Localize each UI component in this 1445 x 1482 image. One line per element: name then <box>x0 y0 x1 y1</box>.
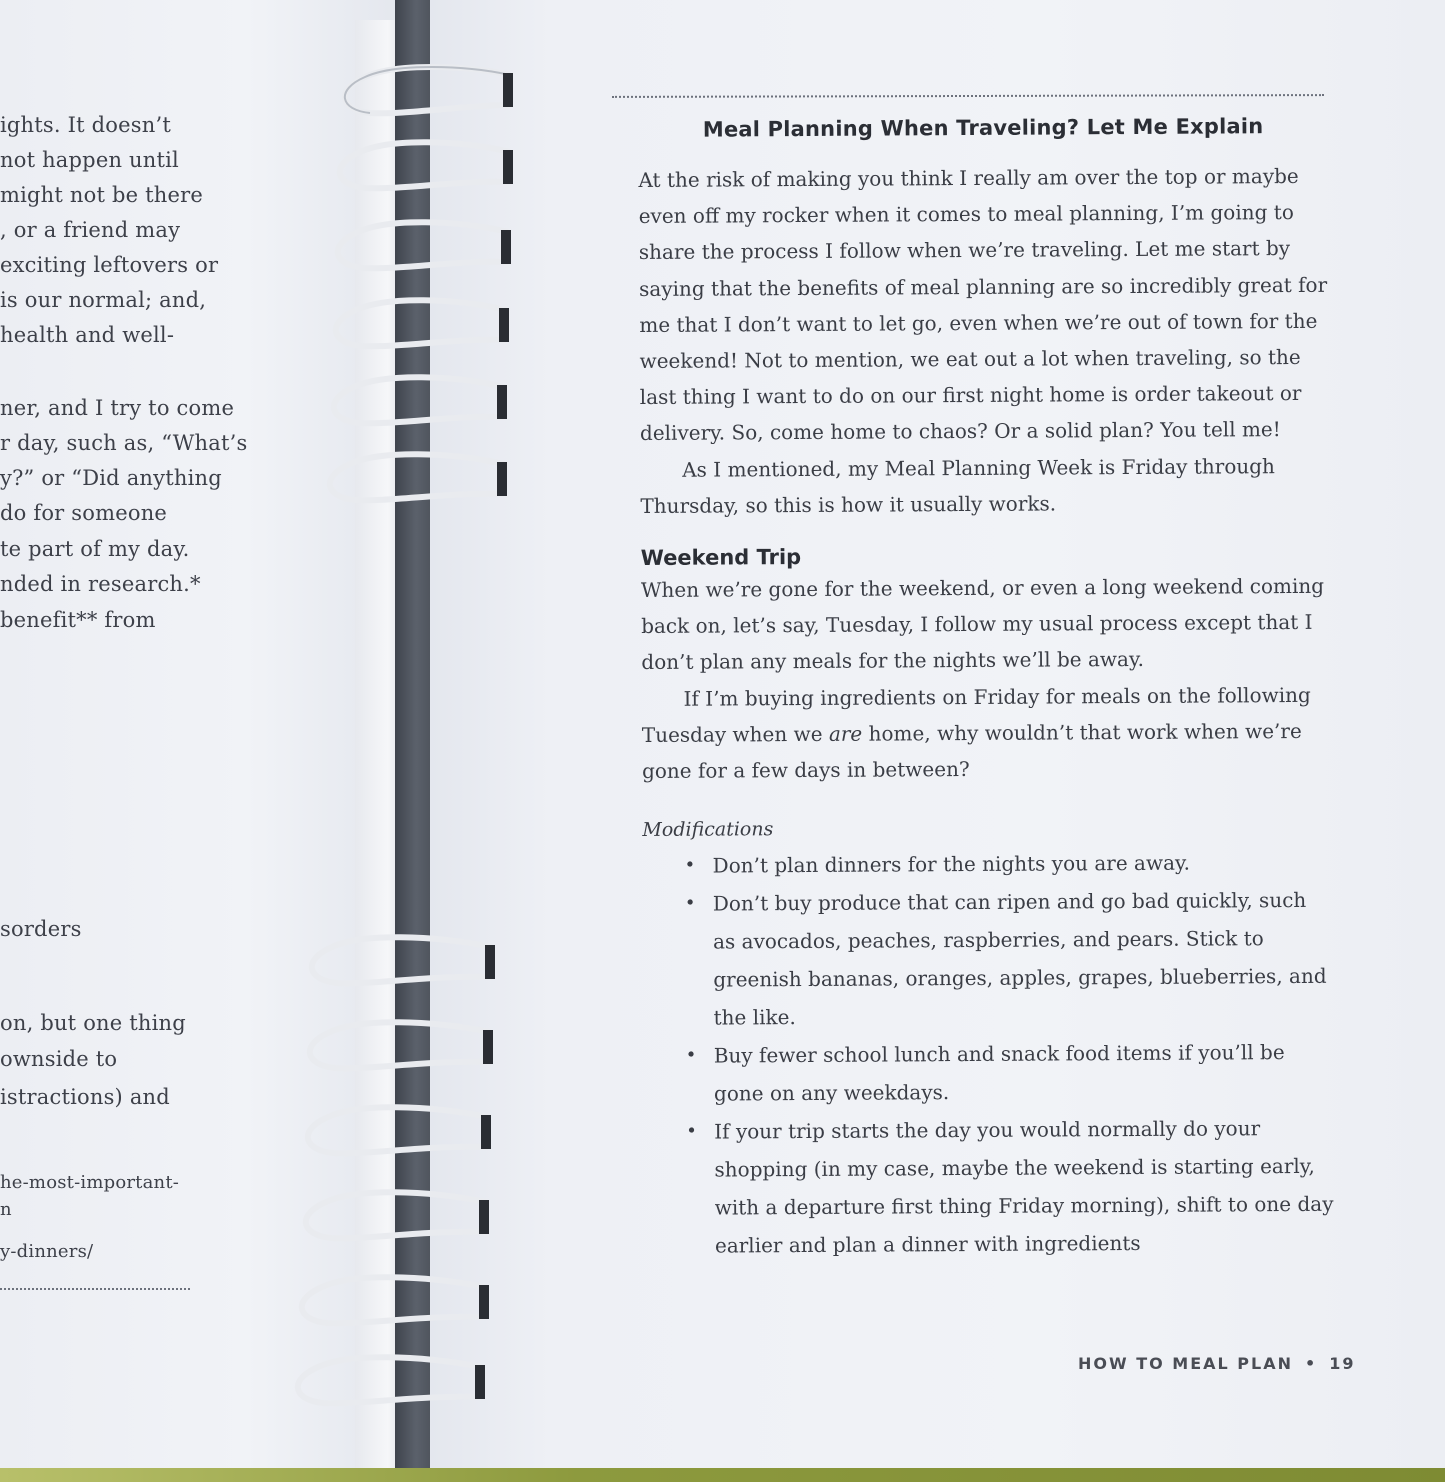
list-item <box>684 843 1333 885</box>
spiral-coil <box>338 222 511 268</box>
left-text-line: y?” or “Did anything <box>0 466 222 490</box>
left-text-line: ights. It doesn’t <box>0 113 171 137</box>
left-text-line: health and well- <box>0 323 175 347</box>
table-surface <box>0 1468 1445 1482</box>
left-dotted-rule <box>0 1288 190 1290</box>
spiral-coil <box>334 377 507 423</box>
left-footnote-line: y-dinners/ <box>0 1241 94 1262</box>
footer-separator: • <box>1305 1354 1318 1373</box>
list-item-text: Don’t plan dinners for the nights you are away. <box>712 850 1191 878</box>
spiral-coil <box>330 454 507 500</box>
page-footer <box>1078 1354 1356 1373</box>
footer-title: HOW TO MEAL PLAN <box>1078 1354 1293 1373</box>
paragraph-meal-week: As I mentioned, my Meal Planning Week is Friday through Thursday, so this is how it usually works. <box>640 453 1275 518</box>
spiral-coil <box>340 142 513 188</box>
paragraph-ingredients-part: home, why wouldn’t that work when we’re gone for a few days in between? <box>641 718 1302 784</box>
section-heading: Meal Planning When Traveling? Let Me Explain <box>702 114 1264 142</box>
left-footnote-line: he-most-important- <box>0 1172 180 1193</box>
bullet-icon: • <box>684 892 696 914</box>
left-text-line: exciting leftovers or <box>0 253 219 277</box>
left-text-line: might not be there <box>0 183 203 207</box>
paragraph-intro: At the risk of making you think I really am over the top or maybe even off my rocker when it comes to meal planning, I’m going to share the process I follow when we’re traveling. Let me start by saying that the benefits of meal planning are so incredibly great for me that I don’t want to let go, even when we’re out of town for the weekend! Not to mention, we eat out a lot when traveling, so the last thing I want to do on our first night home is order takeout or delivery. So, come home to chaos? Or a solid plan? You tell me! <box>638 163 1328 446</box>
left-text-line: is our normal; and, <box>0 288 207 312</box>
paragraph-ingredients <box>641 676 1332 789</box>
left-text-line: ownside to <box>0 1047 118 1071</box>
spiral-coil <box>308 1107 491 1153</box>
paragraph-ingredients-part: If I’m buying ingredients on Friday for meals on the following Tuesday when we <box>641 682 1311 747</box>
left-text-line: r day, such as, “What’s <box>0 431 248 455</box>
left-text-line: te part of my day. <box>0 537 190 561</box>
left-text-line: , or a friend may <box>0 218 181 242</box>
emphasis-are: are <box>828 721 863 746</box>
spiral-coil <box>336 300 509 346</box>
left-text-line: benefit** from <box>0 608 156 632</box>
spiral-binding <box>270 30 530 1430</box>
bullet-icon: • <box>685 1044 697 1066</box>
paragraph-weekend: When we’re gone for the weekend, or even a long weekend coming back on, let’s say, Tuesday, I follow my usual process except that I don’t plan any meals for the nights we’ll be away. <box>640 573 1325 675</box>
spiral-coil <box>345 67 513 113</box>
list-item-text: Buy fewer school lunch and snack food items if you’ll be gone on any weekdays. <box>713 1040 1285 1106</box>
subheading-weekend-trip: Weekend Trip <box>640 545 802 571</box>
spiral-coil <box>312 937 495 983</box>
left-text-line: on, but one thing <box>0 1011 186 1035</box>
spiral-coil <box>310 1022 493 1068</box>
list-item <box>685 1033 1334 1113</box>
right-page-content <box>638 106 1335 1265</box>
page-number: 19 <box>1329 1354 1356 1373</box>
left-text-line: ner, and I try to come <box>0 396 235 420</box>
list-item-text: If your trip starts the day you would normally do your shopping (in my case, maybe the weekend is starting early, with a departure first thing Friday morning), shift to one day earlier and plan a dinner with ingredients <box>714 1116 1334 1258</box>
bullet-icon: • <box>684 854 696 876</box>
list-item <box>686 1109 1335 1265</box>
left-text-line: istractions) and <box>0 1085 170 1109</box>
spiral-coil <box>298 1357 485 1403</box>
left-text-line: sorders <box>0 917 82 941</box>
bullet-icon: • <box>686 1120 697 1142</box>
list-item-text: Don’t buy produce that can ripen and go bad quickly, such as avocados, peaches, raspberries, and pears. Stick to greenish bananas, oranges, apples, grapes, blueberries, and the like. <box>712 888 1327 1030</box>
modifications-list <box>643 843 1336 1265</box>
spiral-coil <box>302 1277 489 1323</box>
spiral-coil <box>306 1192 489 1238</box>
list-item <box>684 881 1334 1037</box>
modifications-label: Modifications <box>642 818 774 842</box>
left-text-line: nded in research.* <box>0 572 201 596</box>
left-text-line: do for someone <box>0 501 168 525</box>
left-footnote-line: n <box>0 1199 12 1220</box>
left-text-line: not happen until <box>0 148 179 172</box>
